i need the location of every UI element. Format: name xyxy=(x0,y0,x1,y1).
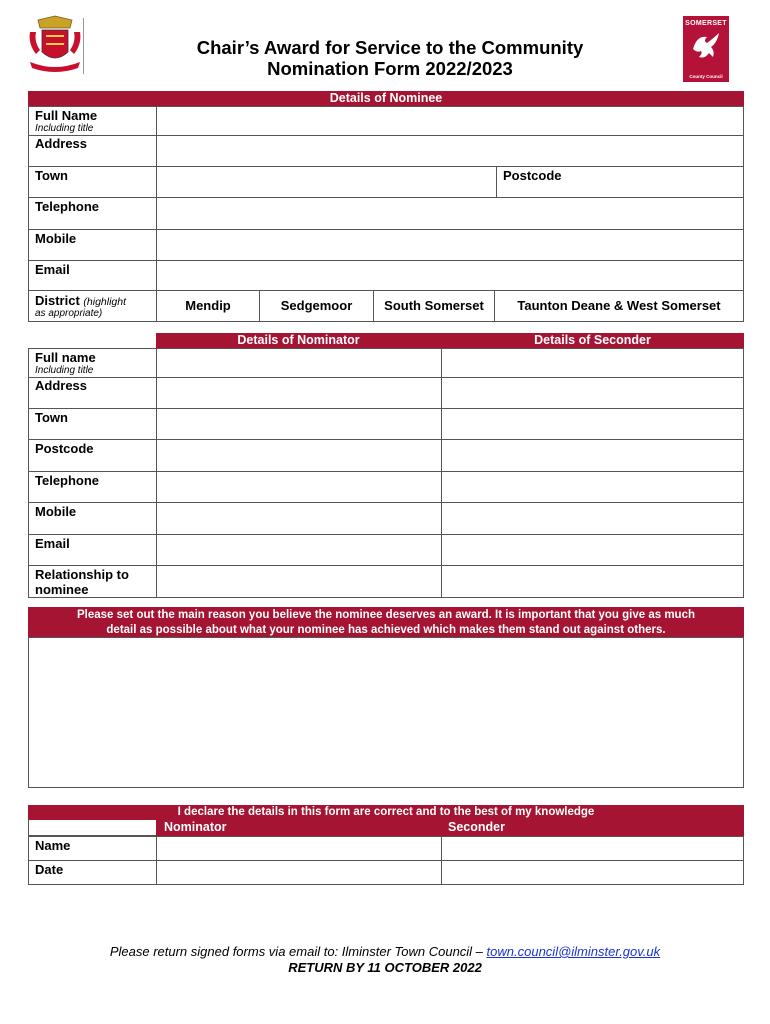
seconder-date-field[interactable] xyxy=(441,860,744,885)
footer-deadline: RETURN BY 11 OCTOBER 2022 xyxy=(288,960,482,975)
nominee-full-name-label: Full Name xyxy=(35,108,98,123)
nominator-address-field[interactable] xyxy=(156,377,442,409)
seconder-address-field[interactable] xyxy=(441,377,744,409)
district-option-mendip-label: Mendip xyxy=(185,298,231,313)
reason-line-1: Please set out the main reason you believe the nominee deserves an award. It is important that you give as much xyxy=(77,609,695,621)
nominator-relationship-field[interactable] xyxy=(156,565,442,598)
nominator-email-label: Email xyxy=(35,536,70,551)
nominator-town-label: Town xyxy=(35,410,68,425)
district-word: District xyxy=(35,293,80,308)
district-option-south-somerset-label: South Somerset xyxy=(384,298,484,313)
nominator-full-name-sub: Including title xyxy=(35,365,94,376)
logo-top-text: SOMERSET xyxy=(685,20,727,27)
declaration-seconder-header: Seconder xyxy=(441,820,744,836)
nominee-town-field[interactable] xyxy=(156,166,497,198)
seconder-relationship-field[interactable] xyxy=(441,565,744,598)
reason-textarea[interactable] xyxy=(28,637,744,788)
footer-text: Please return signed forms via email to: Ilminster Town Council – xyxy=(109,944,483,959)
nominator-date-field[interactable] xyxy=(156,860,442,885)
nominee-email-label: Email xyxy=(35,262,70,277)
district-note-line2: as appropriate) xyxy=(35,308,103,319)
nominee-full-name-field[interactable] xyxy=(156,106,744,136)
seconder-mobile-field[interactable] xyxy=(441,502,744,535)
seconder-name-field[interactable] xyxy=(441,836,744,861)
seconder-postcode-field[interactable] xyxy=(441,439,744,472)
somerset-county-council-logo xyxy=(683,16,729,82)
seconder-full-name-field[interactable] xyxy=(441,348,744,378)
nominee-telephone-label: Telephone xyxy=(35,199,100,214)
nominee-full-name-sub: Including title xyxy=(35,123,94,134)
nominator-email-field[interactable] xyxy=(156,534,442,566)
footer-email-link[interactable]: town.council@ilminster.gov.uk xyxy=(486,944,661,959)
nominee-mobile-field[interactable] xyxy=(156,229,744,261)
nominator-mobile-field[interactable] xyxy=(156,502,442,535)
seconder-town-field[interactable] xyxy=(441,408,744,440)
logo-bottom-text: County Council xyxy=(689,74,723,79)
nominator-full-name-field[interactable] xyxy=(156,348,442,378)
nominator-name-field[interactable] xyxy=(156,836,442,861)
declaration-corner-cell xyxy=(28,820,157,836)
nominator-town-field[interactable] xyxy=(156,408,442,440)
declaration-date-label: Date xyxy=(35,862,64,877)
nominator-section-header: Details of Nominator xyxy=(156,333,441,348)
seconder-section-header: Details of Seconder xyxy=(441,333,744,348)
nominee-section-header: Details of Nominee xyxy=(28,91,744,106)
declaration-nominator-header: Nominator xyxy=(156,820,441,836)
nominator-address-label: Address xyxy=(35,378,88,393)
seconder-email-field[interactable] xyxy=(441,534,744,566)
footer-instructions xyxy=(0,944,770,959)
title-line-1: Chair’s Award for Service to the Community xyxy=(196,37,584,58)
district-note: (highlight xyxy=(83,296,127,308)
nominator-full-name-label: Full name xyxy=(35,350,96,365)
nominator-telephone-field[interactable] xyxy=(156,471,442,503)
district-option-taunton-deane-label: Taunton Deane & West Somerset xyxy=(517,298,721,313)
nominator-postcode-field[interactable] xyxy=(156,439,442,472)
seconder-telephone-field[interactable] xyxy=(441,471,744,503)
relationship-label-line1: Relationship to xyxy=(35,567,129,582)
declaration-name-label: Name xyxy=(35,838,71,853)
nominee-telephone-field[interactable] xyxy=(156,197,744,230)
nominee-postcode-label: Postcode xyxy=(503,168,562,183)
crest-divider xyxy=(83,18,84,74)
nominee-address-label: Address xyxy=(35,136,88,151)
declaration-text: I declare the details in this form are correct and to the best of my knowledge xyxy=(28,805,744,820)
wyvern-icon xyxy=(689,29,723,63)
relationship-label-line2: nominee xyxy=(35,582,89,597)
form-title xyxy=(150,37,630,79)
nominee-email-field[interactable] xyxy=(156,260,744,291)
nominee-mobile-label: Mobile xyxy=(35,231,77,246)
nominator-postcode-label: Postcode xyxy=(35,441,94,456)
reason-section-header xyxy=(28,607,744,638)
nominee-town-label: Town xyxy=(35,168,68,183)
district-option-sedgemoor-label: Sedgemoor xyxy=(280,298,353,313)
nominator-telephone-label: Telephone xyxy=(35,473,100,488)
title-line-2: Nomination Form 2022/2023 xyxy=(267,58,513,79)
nominee-address-field[interactable] xyxy=(156,135,744,167)
reason-line-2: detail as possible about what your nominee has achieved which makes them stand out against others. xyxy=(106,624,666,636)
ilminster-crest-logo xyxy=(26,14,84,74)
nominator-mobile-label: Mobile xyxy=(35,504,77,519)
